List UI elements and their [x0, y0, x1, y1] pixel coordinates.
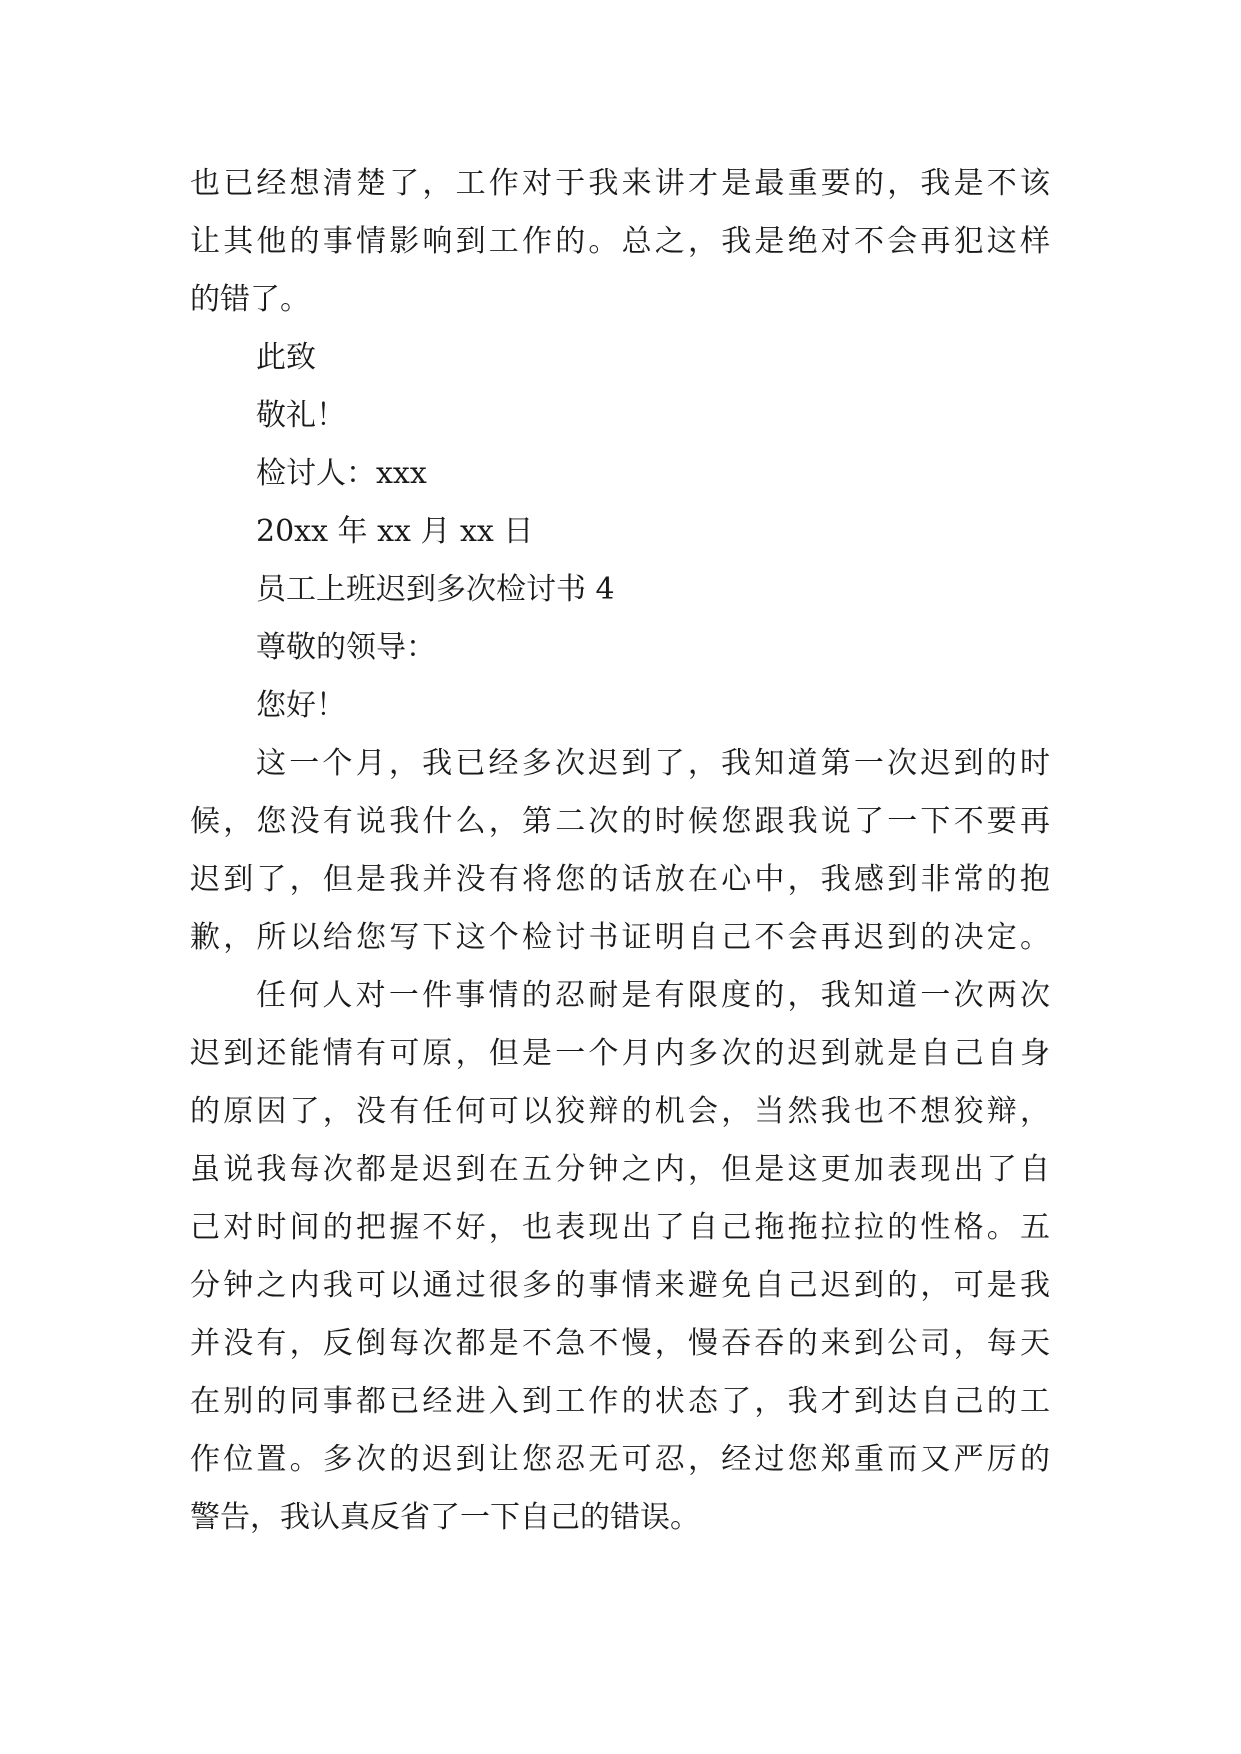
- text-line: 这一个月，我已经多次迟到了，我知道第一次迟到的时: [256, 746, 1050, 781]
- text-line: 的原因了，没有任何可以狡辩的机会，当然我也不想狡辩，: [190, 1094, 1050, 1129]
- text-line: 也已经想清楚了，工作对于我来讲才是最重要的，我是不该: [190, 166, 1050, 201]
- greeting-line: 您好！: [256, 688, 346, 723]
- closing-line: 此致: [256, 340, 316, 375]
- text-line: 的错了。: [190, 282, 310, 317]
- text-line: 候，您没有说我什么，第二次的时候您跟我说了一下不要再: [190, 804, 1050, 839]
- text-line: 分钟之内我可以通过很多的事情来避免自己迟到的，可是我: [190, 1268, 1050, 1303]
- text-line: 迟到还能情有可原，但是一个月内多次的迟到就是自己自身: [190, 1036, 1050, 1071]
- salutation-line: 敬礼！: [256, 398, 346, 433]
- text-line: 作位置。多次的迟到让您忍无可忍，经过您郑重而又严厉的: [190, 1442, 1050, 1477]
- signer-line: 检讨人：xxx: [256, 456, 427, 491]
- text-line: 并没有，反倒每次都是不急不慢，慢吞吞的来到公司，每天: [190, 1326, 1050, 1361]
- text-line: 迟到了，但是我并没有将您的话放在心中，我感到非常的抱: [190, 862, 1050, 897]
- greeting-recipient: 尊敬的领导：: [256, 630, 436, 665]
- section-title: 员工上班迟到多次检讨书 4: [256, 572, 615, 607]
- text-line: 虽说我每次都是迟到在五分钟之内，但是这更加表现出了自: [190, 1152, 1050, 1187]
- text-line: 己对时间的把握不好，也表现出了自己拖拖拉拉的性格。五: [190, 1210, 1050, 1245]
- text-line: 让其他的事情影响到工作的。总之，我是绝对不会再犯这样: [190, 224, 1050, 259]
- text-line: 警告，我认真反省了一下自己的错误。: [190, 1500, 700, 1535]
- date-line: 20xx 年 xx 月 xx 日: [256, 514, 534, 549]
- document-body: [190, 155, 1050, 1547]
- text-line: 歉，所以给您写下这个检讨书证明自己不会再迟到的决定。: [190, 920, 1050, 955]
- text-line: 任何人对一件事情的忍耐是有限度的，我知道一次两次: [256, 978, 1050, 1013]
- text-line: 在别的同事都已经进入到工作的状态了，我才到达自己的工: [190, 1384, 1050, 1419]
